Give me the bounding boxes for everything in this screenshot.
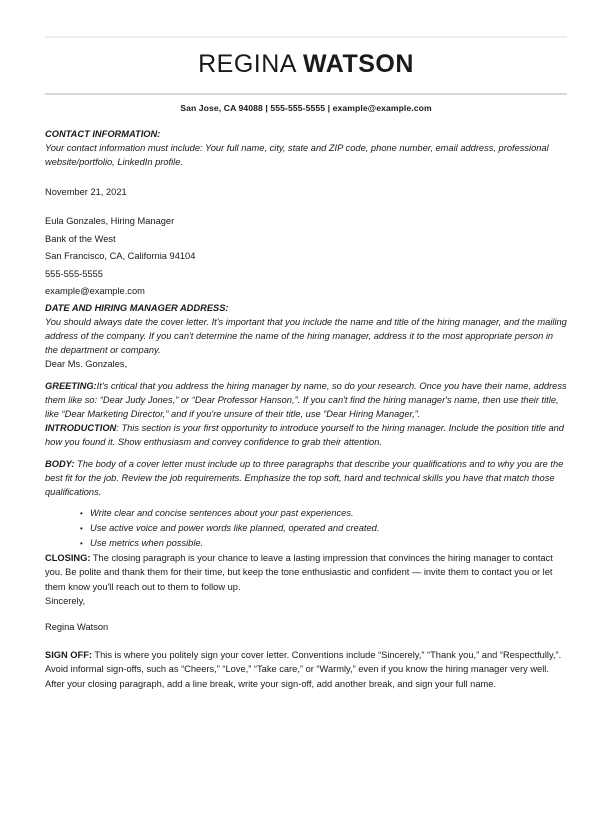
introduction-paragraph	[45, 421, 567, 449]
date-and-address-heading-text: DATE AND HIRING MANAGER ADDRESS:	[45, 302, 229, 313]
greeting-heading: GREETING:	[45, 380, 97, 391]
body-body: The body of a cover letter must include up to three paragraphs that describe your qualifications and to why you are the best fit for the job. Review the job requirements. Emphasize the top soft, hard and technical skills you have that match those qualifications.	[45, 458, 564, 498]
introduction-body: : This section is your first opportunity to introduce yourself to the hiring manager. Include the position title and how you found it. Show enthusiasm and convey confidence to grab their attention.	[45, 423, 564, 448]
list-item: • Use metrics when possible.	[80, 536, 567, 551]
introduction-heading: INTRODUCTION	[45, 423, 117, 434]
date-and-address-heading	[45, 301, 567, 315]
greeting-body: It's critical that you address the hiring manager by name, so do your research. Once you have their name, address them like so: “Dear Judy Jones,” or “Dear Professor Hanson,”. If you can't find the hiring manager's name, then use their title, like “Dear Marketing Director,” and if you're unsure of their title, use “Dear Hiring Manager,”.	[45, 380, 567, 420]
list-item: • Use active voice and power words like planned, operated and created.	[80, 521, 567, 536]
letter-date: November 21, 2021	[45, 186, 127, 197]
recipient-email: example@example.com	[45, 286, 145, 297]
body-paragraph	[45, 457, 567, 500]
date-and-address-body: You should always date the cover letter. It's important that you include the name and title of the hiring manager, and the mailing address of the company. If you can't determine the name of the hiring manager, address it to the most appropriate person in the department or company.	[45, 316, 567, 356]
sign-off-body: This is where you politely sign your cover letter. Conventions include “Sincerely,” “Thank you,” and “Respectfully,”. Avoid informal sign-offs, such as “Cheers,” “Love,” “Take care,” or “Warmly,” even if you know the hiring manager very well. After your closing paragraph, add a line break, write your sign-off, add another break, and sign your full name.	[45, 650, 562, 689]
page-title	[45, 38, 567, 93]
contact-information-heading	[45, 127, 567, 141]
recipient-name-title: Eula Gonzales, Hiring Manager	[45, 216, 175, 227]
salutation: Dear Ms. Gonzales,	[45, 359, 128, 370]
closing-heading: CLOSING:	[45, 553, 91, 564]
signature-name: Regina Watson	[45, 622, 109, 633]
recipient-company: Bank of the West	[45, 233, 116, 244]
list-item: • Write clear and concise sentences about your past experiences.	[80, 506, 567, 521]
letter-body	[45, 113, 567, 691]
body-bullet-list	[45, 506, 567, 551]
recipient-address: San Francisco, CA, California 94104	[45, 251, 196, 262]
recipient-phone: 555-555-5555	[45, 268, 103, 279]
sign-off-heading: SIGN OFF:	[45, 650, 92, 661]
sign-off-paragraph	[45, 648, 567, 691]
contact-information-heading-text: CONTACT INFORMATION:	[45, 129, 161, 139]
contact-line: San Jose, CA 94088 | 555-555-5555 | example@example.com	[180, 103, 432, 113]
closing-paragraph	[45, 551, 567, 594]
greeting-paragraph	[45, 379, 567, 422]
contact-information-body: Your contact information must include: Your full name, city, state and ZIP code, phone number, email address, professional website/portfolio, LinkedIn profile.	[45, 143, 549, 168]
closing-sign-off: Sincerely,	[45, 595, 86, 606]
closing-body: The closing paragraph is your chance to leave a lasting impression that convinces the hiring manager to contact you. Be polite and thank them for their time, but keep the tone enthusiastic and confident — invite them to contact you or let them know you'll reach out to them to follow up.	[45, 553, 553, 592]
last-name: WATSON	[303, 50, 414, 78]
first-name: REGINA	[198, 50, 296, 78]
cover-letter-page	[0, 36, 612, 828]
body-heading: BODY:	[45, 458, 75, 469]
